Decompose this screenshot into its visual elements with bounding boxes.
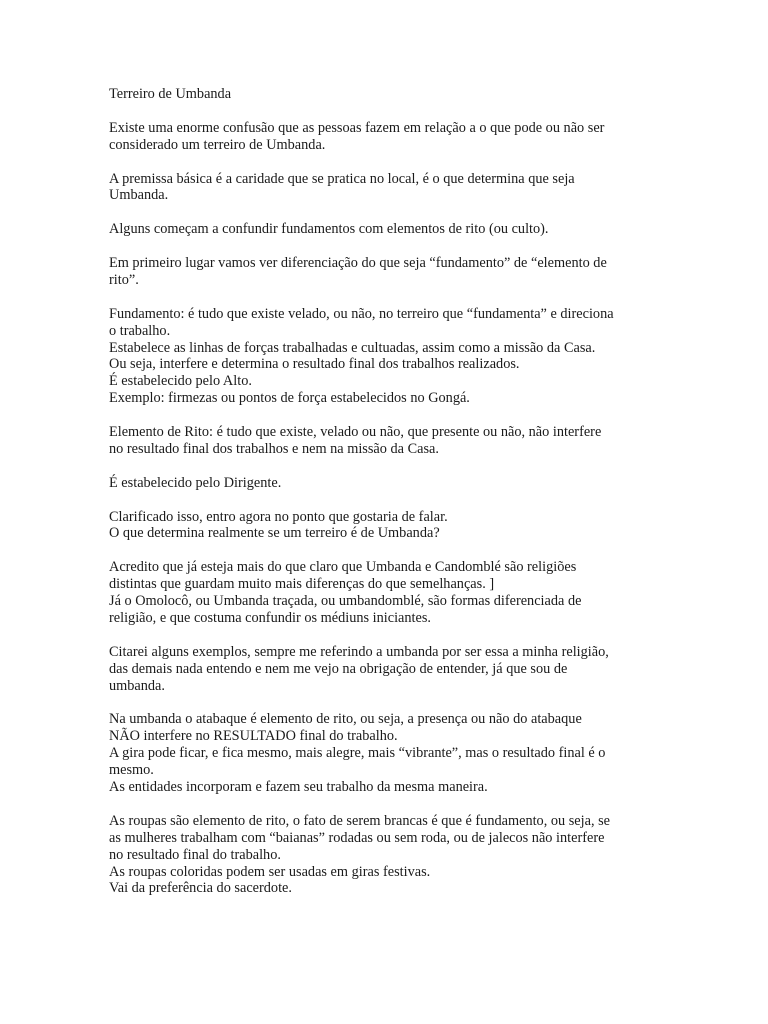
text-line: mesmo. <box>109 762 154 779</box>
document-title: Terreiro de Umbanda <box>109 86 232 102</box>
text-line: Ou seja, interfere e determina o resultado final dos trabalhos realizados. <box>109 356 520 373</box>
text-line: NÃO interfere no RESULTADO final do trabalho. <box>109 728 398 745</box>
text-line: Vai da preferência do sacerdote. <box>109 880 292 897</box>
text-line: Na umbanda o atabaque é elemento de rito, ou seja, a presença ou não do atabaque <box>109 711 582 728</box>
text-line: Existe uma enorme confusão que as pessoas fazem em relação a o que pode ou não ser <box>109 119 605 136</box>
text-line: A gira pode ficar, e fica mesmo, mais alegre, mais “vibrante”, mas o resultado final é o <box>109 745 606 762</box>
paragraph <box>109 509 669 543</box>
text-line: no resultado final do trabalho. <box>109 846 281 863</box>
text-line: Fundamento: é tudo que existe velado, ou não, no terreiro que “fundamenta” e direciona <box>109 305 614 322</box>
text-line: Umbanda. <box>109 187 169 204</box>
paragraph <box>109 424 669 458</box>
paragraph <box>109 475 669 492</box>
text-line: É estabelecido pelo Dirigente. <box>109 474 282 491</box>
text-line: distintas que guardam muito mais diferenças do que semelhanças. ] <box>109 576 495 593</box>
text-line: As roupas são elemento de rito, o fato de serem brancas é que é fundamento, ou seja, se <box>109 812 611 829</box>
text-line: Estabelece as linhas de forças trabalhadas e cultuadas, assim como a missão da Casa. <box>109 339 596 356</box>
paragraph <box>109 120 669 154</box>
text-line: rito”. <box>109 271 139 288</box>
text-line: considerado um terreiro de Umbanda. <box>109 136 326 153</box>
document-page <box>109 86 669 914</box>
text-line: no resultado final dos trabalhos e nem na missão da Casa. <box>109 440 439 457</box>
paragraph <box>109 255 669 289</box>
document-body <box>109 120 669 898</box>
text-line: A premissa básica é a caridade que se pratica no local, é o que determina que seja <box>109 170 575 187</box>
paragraph <box>109 221 669 238</box>
text-line: As entidades incorporam e fazem seu trabalho da mesma maneira. <box>109 778 488 795</box>
text-line: Acredito que já esteja mais do que claro que Umbanda e Candomblé são religiões <box>109 559 577 576</box>
paragraph <box>109 813 669 898</box>
text-line: as mulheres trabalham com “baianas” rodadas ou sem roda, ou de jalecos não interfere <box>109 829 605 846</box>
text-line: O que determina realmente se um terreiro é de Umbanda? <box>109 525 440 542</box>
text-line: Clarificado isso, entro agora no ponto que gostaria de falar. <box>109 508 448 525</box>
paragraph <box>109 559 669 627</box>
paragraph <box>109 644 669 695</box>
text-line: das demais nada entendo e nem me vejo na obrigação de entender, já que sou de <box>109 660 568 677</box>
text-line: Citarei alguns exemplos, sempre me referindo a umbanda por ser essa a minha religião, <box>109 643 609 660</box>
text-line: umbanda. <box>109 677 165 694</box>
text-line: religião, e que costuma confundir os médiuns iniciantes. <box>109 609 431 626</box>
text-line: Já o Omolocô, ou Umbanda traçada, ou umbandomblé, são formas diferenciada de <box>109 593 582 610</box>
paragraph <box>109 171 669 205</box>
text-line: o trabalho. <box>109 322 171 339</box>
paragraph <box>109 306 669 407</box>
text-line: Em primeiro lugar vamos ver diferenciação do que seja “fundamento” de “elemento de <box>109 255 607 271</box>
text-line: Alguns começam a confundir fundamentos com elementos de rito (ou culto). <box>109 221 549 238</box>
text-line: É estabelecido pelo Alto. <box>109 373 252 390</box>
text-line: As roupas coloridas podem ser usadas em giras festivas. <box>109 863 431 880</box>
paragraph <box>109 711 669 796</box>
text-line: Elemento de Rito: é tudo que existe, velado ou não, que presente ou não, não interfere <box>109 424 602 441</box>
text-line: Exemplo: firmezas ou pontos de força estabelecidos no Gongá. <box>109 390 470 407</box>
